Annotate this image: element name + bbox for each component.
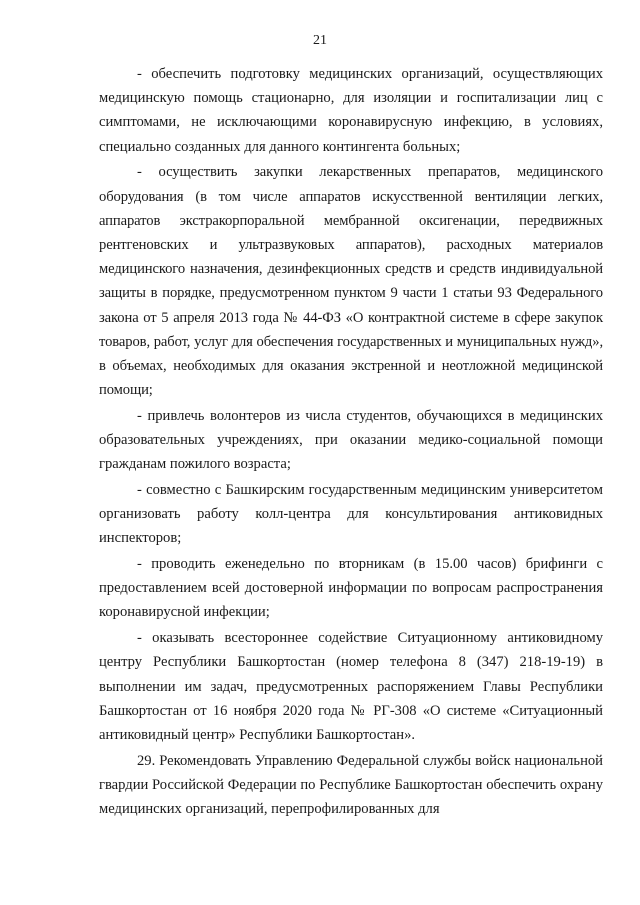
paragraph-call-center: - совместно с Башкирским государственным медицинским университетом организовать работу колл-центра для консультирования антиковидных инспекторов; [99, 481, 603, 547]
paragraph-item-29: 29. Рекомендовать Управлению Федеральной службы войск национальной гвардии Российской Федерации по Республике Башкортостан обеспечить охрану медицинских организаций, перепрофилированных для [99, 752, 603, 818]
paragraph-prepare-hospitals: - обеспечить подготовку медицинских организаций, осуществляющих медицинскую помощь стационарно, для изоляции и госпитализации лиц с симптомами, не исключающими коронавирусную инфекцию, в условиях, специально созданных для данного контингента больных; [99, 66, 603, 155]
paragraph-procurement: - осуществить закупки лекарственных препаратов, медицинского оборудования (в том числе аппаратов искусственной вентиляции легких, аппаратов экстракорпоральной мембранной оксигенации, передвижных рентгеновских и ультразвуковых аппаратов), расходных материалов медицинского назначения, дезинфекционных средств и средств индивидуальной защиты в порядке, предусмотренном пунктом 9 части 1 статьи 93 Федерального закона от 5 апреля 2013 года № 44-ФЗ «О контрактной системе в сфере закупок товаров, работ, услуг для обеспечения государственных и муниципальных нужд», в объемах, необходимых для оказания экстренной и неотложной медицинской помощи; [99, 164, 603, 399]
paragraph-volunteers: - привлечь волонтеров из числа студентов, обучающихся в медицинских образовательных учреждениях, при оказании медико-социальной помощи гражданам пожилого возраста; [99, 407, 603, 473]
paragraph-situation-center: - оказывать всестороннее содействие Ситуационному антиковидному центру Республики Башкортостан (номер телефона 8 (347) 218-19-19) в выполнении им задач, предусмотренных распоряжением Главы Республики Башкортостан от 16 ноября 2020 года № РГ-308 «О системе «Ситуационный антиковидный центр» Республики Башкортостан». [99, 630, 603, 743]
paragraph-briefings: - проводить еженедельно по вторникам (в 15.00 часов) брифинги с предоставлением всей достоверной информации по вопросам распространения коронавирусной инфекции; [99, 556, 603, 621]
document-body [99, 62, 603, 823]
page-number: 21 [313, 33, 327, 48]
